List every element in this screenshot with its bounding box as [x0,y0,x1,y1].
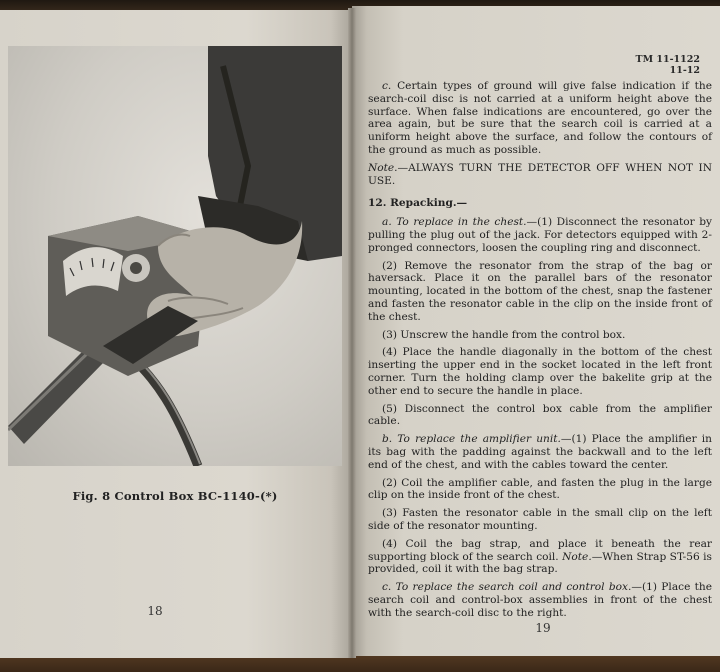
sub-b-step-4-note-text: —When Strap ST-56 is provided, coil it with the bag strap. [368,550,712,576]
sub-a-step-1-text: —(1) Disconnect the resonator by pulling the plug out of the jack. For detectors equipped with 2-pronged connectors, loosen the coupling ring and disconnect. [368,216,713,254]
manual-header [620,54,700,76]
sub-b-step-4-note-label: Note. [562,550,592,563]
note-text: —ALWAYS TURN THE DETECTOR OFF WHEN NOT IN USE. [368,161,712,187]
note-label: Note. [368,161,398,174]
control-box-illustration [8,46,342,466]
paragraph-c [368,80,712,157]
sub-a-step-1 [368,216,712,254]
section-range: 11-12 [669,65,700,76]
sub-b-step-4-text: (4) Coil the bag strap, and place it beneath the rear supporting block of the search coil. [368,537,712,563]
sub-a-step-2: (2) Remove the resonator from the strap of the bag or haversack. Place it on the parallel bars of the resonator mounting, located in the bottom of the chest, snap the fastener and fasten the resonator cable in the clip on the inside front of the chest. [368,259,712,323]
paragraph-c-text: Certain types of ground will give false indication if the search-coil disc is not carried at a uniform height above the surface. When false indications are encountered, go over the area again, but be sure that the search coil is carried at a uniform height above the surface, and follow the contours of the ground as much as possible. [368,80,712,156]
note-paragraph [368,162,712,188]
sub-b-step-2: (2) Coil the amplifier cable, and fasten the plug in the large clip on the inside front of the chest. [368,476,712,502]
page-number-left: 18 [147,604,163,618]
sub-b-step-1-text: —(1) Place the amplifier in its bag with the padding against the backwall and to the left end of the chest, and with the cables toward the center. [368,433,712,471]
paragraph-c-label: c. [382,80,392,92]
sub-c-label: c. To replace the search coil and control box. [382,581,632,594]
body-text [368,80,712,624]
sub-b-step-3: (3) Fasten the resonator cable in the small clip on the left side of the resonator mounting. [368,507,712,532]
book-spine [348,8,356,658]
sub-a-step-4: (4) Place the handle diagonally in the bottom of the chest inserting the upper end in the socket located in the left front corner. Turn the holding clamp over the bakelite grip at the other end to secure the handle in place. [368,346,712,397]
handle-rod [8,346,104,444]
handle-highlight [8,349,92,430]
sub-b-label: b. To replace the amplifier unit. [382,433,561,446]
sub-c-step-1-text: —(1) Place the search coil and control-box assemblies in front of the chest with the search-coil disc to the right. [368,581,713,619]
section-heading: 12. Repacking.— [368,197,468,210]
sub-b-step-1 [368,433,712,471]
sub-a-label: a. To replace in the chest. [382,216,527,229]
manual-code: TM 11-1122 [635,54,700,65]
sub-c-step-1 [368,581,712,619]
sub-b-step-4 [368,538,712,576]
control-box-photo [8,46,342,466]
knob-center [130,262,142,274]
figure-caption: Fig. 8 Control Box BC-1140-(*) [72,489,278,503]
sub-a-step-3: (3) Unscrew the handle from the control box. [382,328,626,341]
page-number-right: 19 [535,621,551,635]
sub-a-step-5: (5) Disconnect the control box cable from the amplifier cable. [368,402,712,428]
